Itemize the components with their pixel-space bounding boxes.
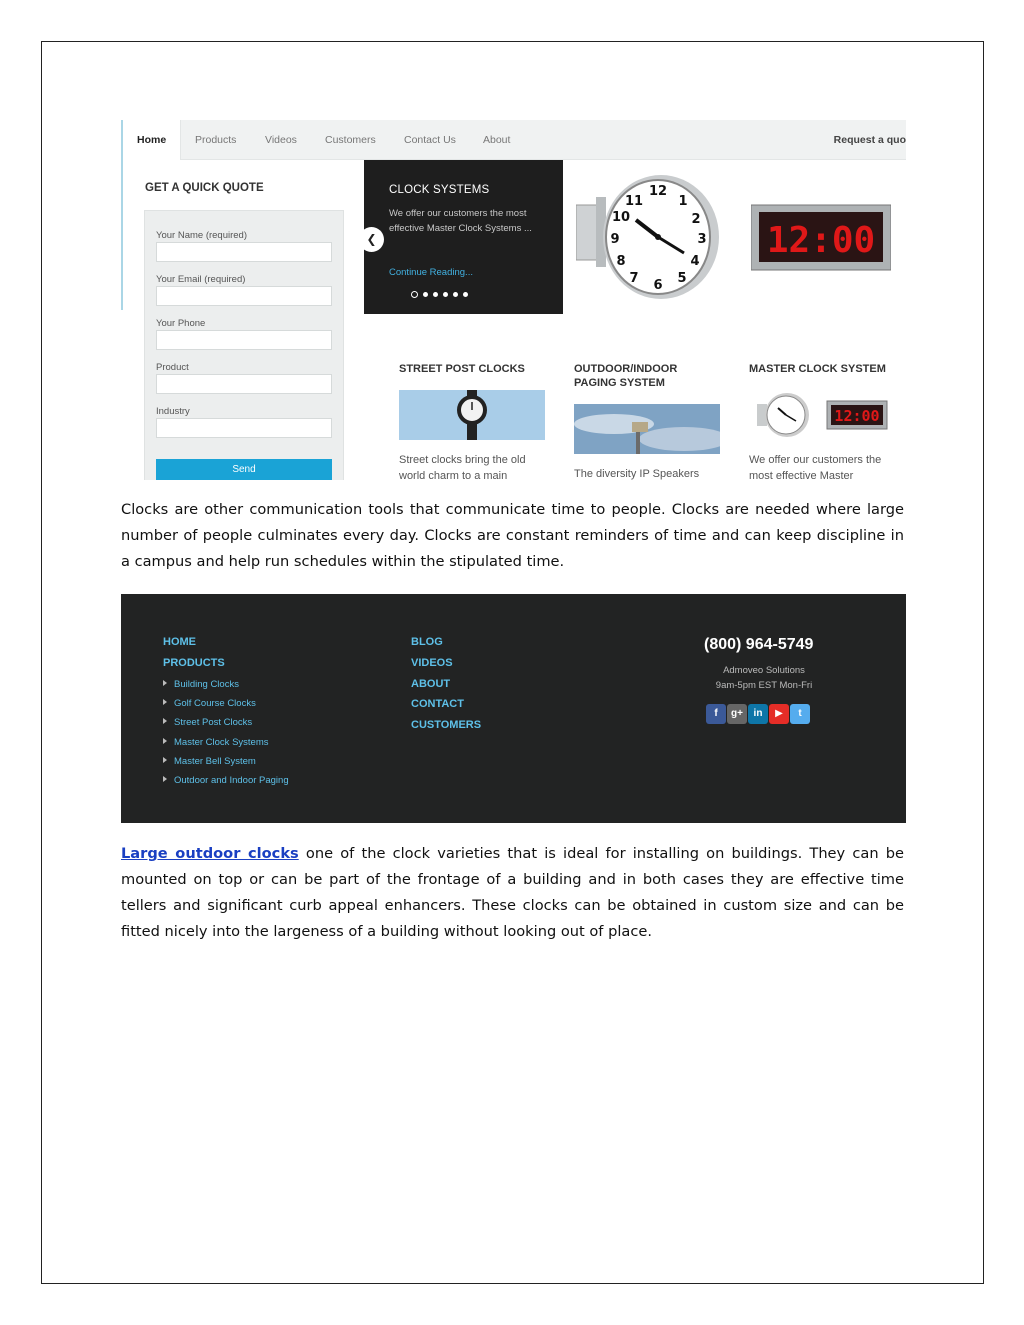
footer-blog-link[interactable]: BLOG	[411, 636, 443, 648]
name-input[interactable]	[156, 242, 332, 262]
footer-about-link[interactable]: ABOUT	[411, 678, 451, 690]
svg-text:4: 4	[690, 254, 700, 269]
bullet-arrow-icon	[163, 757, 167, 763]
clock-systems-slider	[364, 160, 563, 314]
footer-phone-number[interactable]: (800) 964-5749	[704, 636, 814, 653]
slider-dot[interactable]	[423, 292, 428, 297]
footer-business-hours: 9am-5pm EST Mon-Fri	[715, 680, 813, 691]
quote-form	[144, 210, 344, 480]
send-button[interactable]: Send	[156, 459, 332, 480]
slider-title: CLOCK SYSTEMS	[389, 184, 490, 196]
website-footer-screenshot	[121, 594, 906, 823]
card-title-street-post[interactable]: STREET POST CLOCKS	[399, 363, 525, 375]
card-text-master-clock: We offer our customers the most effective Master	[749, 454, 882, 480]
phone-label: Your Phone	[156, 318, 206, 329]
footer-outdoor-indoor-paging-link[interactable]: Outdoor and Indoor Paging	[163, 775, 289, 786]
name-label: Your Name (required)	[156, 230, 247, 241]
footer-building-clocks-link[interactable]: Building Clocks	[163, 679, 239, 690]
google-plus-icon[interactable]: g+	[727, 704, 747, 724]
nav-videos[interactable]: Videos	[265, 134, 297, 146]
svg-text:11: 11	[624, 194, 644, 209]
continue-reading-link[interactable]: Continue Reading...	[389, 267, 473, 278]
svg-text:9: 9	[610, 232, 620, 247]
slider-text: We offer our customers the most effective Master Clock Systems ...	[389, 208, 532, 234]
street-post-clock-image	[399, 390, 545, 440]
svg-text:2: 2	[691, 212, 701, 227]
industry-label: Industry	[156, 406, 190, 417]
svg-text:10: 10	[611, 210, 631, 225]
linkedin-icon[interactable]: in	[748, 704, 768, 724]
large-outdoor-clocks-link[interactable]: Large outdoor clocks	[121, 845, 299, 862]
facebook-icon[interactable]: f	[706, 704, 726, 724]
top-navigation	[121, 120, 906, 160]
card-title-paging[interactable]: OUTDOOR/INDOOR PAGING SYSTEM	[574, 363, 678, 389]
bullet-arrow-icon	[163, 738, 167, 744]
card-title-master-clock[interactable]: MASTER CLOCK SYSTEM	[749, 363, 886, 375]
nav-home[interactable]: Home	[123, 120, 181, 160]
nav-contact-us[interactable]: Contact Us	[404, 134, 456, 146]
svg-text:3: 3	[697, 232, 707, 247]
paragraph-clocks-communication: Clocks are other communication tools that communicate time to people. Clocks are needed where large number of people culminates every day. Clocks are constant reminders of time and can keep discipline in a campus and help run schedules within the stipulated time.	[121, 501, 904, 570]
bullet-arrow-icon	[163, 718, 167, 724]
slider-dot[interactable]	[443, 292, 448, 297]
bullet-arrow-icon	[163, 776, 167, 782]
bullet-arrow-icon	[163, 680, 167, 686]
youtube-icon[interactable]: ▶	[769, 704, 789, 724]
product-input[interactable]	[156, 374, 332, 394]
footer-home-link[interactable]: HOME	[163, 636, 196, 648]
twitter-icon[interactable]: t	[790, 704, 810, 724]
nav-customers[interactable]: Customers	[325, 134, 376, 146]
footer-videos-link[interactable]: VIDEOS	[411, 657, 453, 669]
footer-contact-link[interactable]: CONTACT	[411, 698, 464, 710]
analog-wall-clock-image	[576, 175, 726, 305]
footer-golf-course-clocks-link[interactable]: Golf Course Clocks	[163, 698, 256, 709]
nav-products[interactable]: Products	[195, 134, 237, 146]
nav-about[interactable]: About	[483, 134, 511, 146]
svg-text:7: 7	[629, 271, 639, 286]
product-label: Product	[156, 362, 189, 373]
master-clock-digits: 12:00	[834, 407, 880, 425]
industry-input[interactable]	[156, 418, 332, 438]
slider-dot[interactable]	[453, 292, 458, 297]
svg-text:5: 5	[677, 271, 687, 286]
svg-text:6: 6	[653, 278, 663, 293]
footer-company-name: Admoveo Solutions	[723, 665, 805, 676]
bullet-arrow-icon	[163, 699, 167, 705]
svg-text:1: 1	[678, 194, 688, 209]
quote-form-title: GET A QUICK QUOTE	[145, 182, 264, 194]
paragraph-large-outdoor-clocks	[121, 841, 904, 945]
footer-street-post-clocks-link[interactable]: Street Post Clocks	[163, 717, 252, 728]
digital-clock-digits: 12:00	[766, 220, 876, 261]
website-screenshot	[121, 120, 906, 480]
footer-master-bell-system-link[interactable]: Master Bell System	[163, 756, 256, 767]
footer-products-link[interactable]: PRODUCTS	[163, 657, 225, 669]
footer-customers-link[interactable]: CUSTOMERS	[411, 719, 482, 731]
slider-dot-active[interactable]	[411, 291, 418, 298]
slider-prev-arrow-icon[interactable]: ❮	[359, 227, 384, 252]
slider-dot[interactable]	[463, 292, 468, 297]
svg-text:8: 8	[616, 254, 626, 269]
email-label: Your Email (required)	[156, 274, 246, 285]
phone-input[interactable]	[156, 330, 332, 350]
paragraph-large-outdoor-clocks-text: one of the clock varieties that is ideal for installing on buildings. They can be mounted on top or can be part of the frontage of a building and in both cases they are effective time tellers and significant curb appeal enhancers. These clocks can be obtained in custom size and can be fitted nicely into the largeness of a building without looking out of place.	[121, 845, 904, 940]
footer-master-clock-systems-link[interactable]: Master Clock Systems	[163, 737, 269, 748]
email-input[interactable]	[156, 286, 332, 306]
request-quote-link[interactable]: Request a quo	[833, 134, 906, 146]
slider-dots	[411, 292, 468, 298]
card-text-street-post: Street clocks bring the old world charm to a main	[399, 454, 526, 480]
digital-wall-clock-image	[751, 200, 891, 275]
social-icons	[706, 704, 810, 724]
paging-speaker-image	[574, 404, 720, 454]
svg-text:12: 12	[648, 184, 668, 199]
slider-dot[interactable]	[433, 292, 438, 297]
master-clock-image	[751, 390, 891, 440]
card-text-paging: The diversity IP Speakers	[574, 468, 700, 480]
